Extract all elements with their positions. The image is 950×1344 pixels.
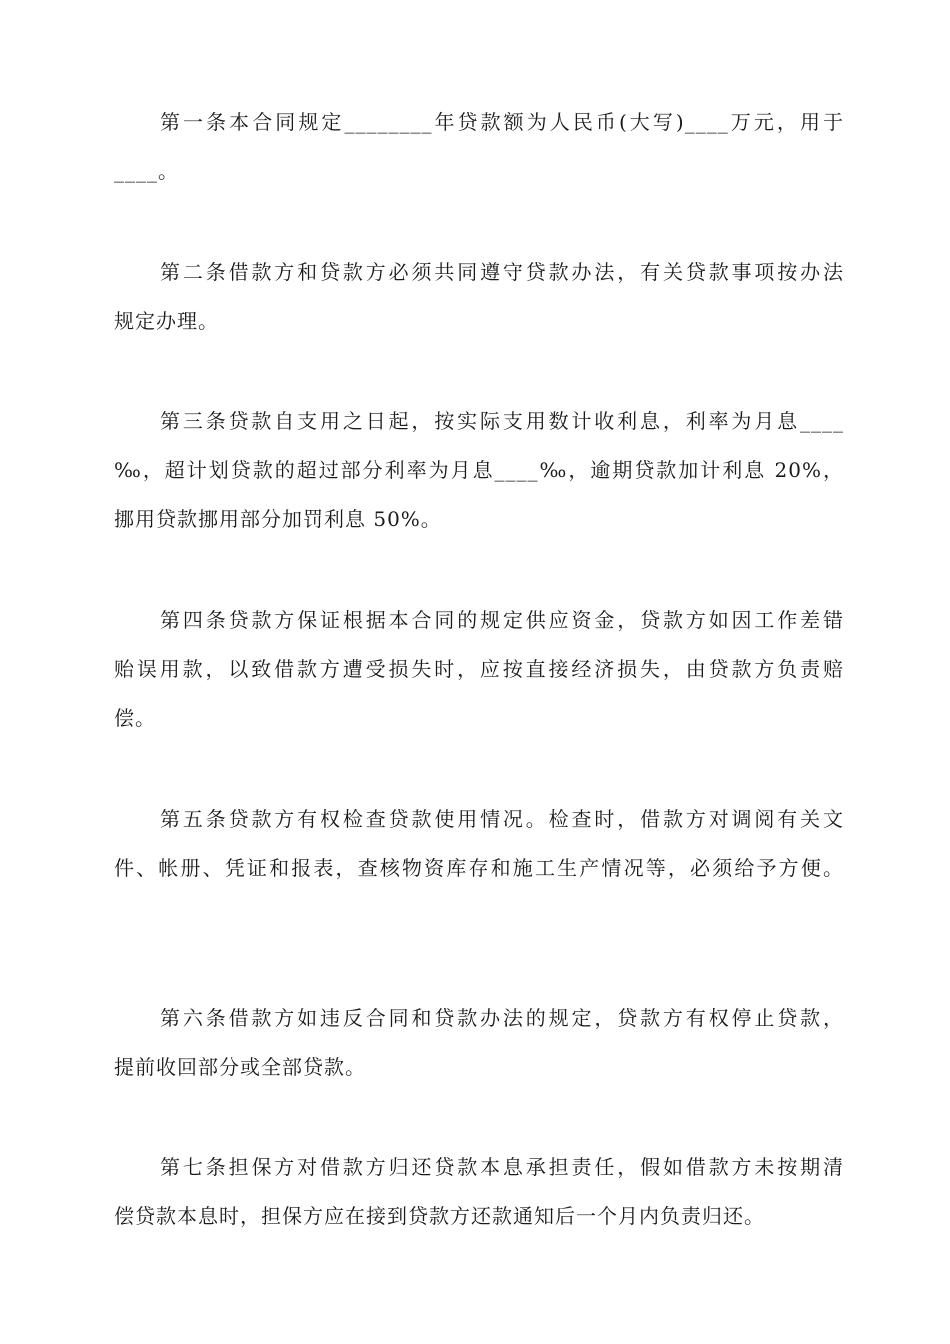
article-line: 规定办理。 (114, 309, 219, 333)
article-line: 第三条贷款自支用之日起，按实际支用数计收利息，利率为月息____ (160, 409, 844, 433)
article-line: ‰，超计划贷款的超过部分利率为月息____‰，逾期贷款加计利息 20%， (114, 458, 844, 482)
article-2 (114, 248, 844, 346)
article-line: ____。 (114, 159, 179, 183)
article-line: 件、帐册、凭证和报表，查核物资库存和施工生产情况等，必须给予方便。 (114, 856, 844, 880)
article-line: 第二条借款方和贷款方必须共同遵守贷款办法，有关贷款事项按办法 (160, 260, 844, 284)
article-line: 第五条贷款方有权检查贷款使用情况。检查时，借款方对调阅有关文 (160, 807, 844, 831)
article-line: 挪用贷款挪用部分加罚利息 50%。 (114, 507, 442, 531)
article-line: 第四条贷款方保证根据本合同的规定供应资金，贷款方如因工作差错 (160, 608, 844, 632)
article-3 (114, 397, 844, 544)
article-7 (114, 1143, 844, 1241)
article-6 (114, 994, 844, 1092)
article-line: 第一条本合同规定________年贷款额为人民币(大写)____万元，用于 (160, 110, 844, 134)
article-line: 提前收回部分或全部贷款。 (114, 1055, 366, 1079)
article-line: 贻误用款，以致借款方遭受损失时，应按直接经济损失，由贷款方负责赔 (114, 657, 844, 681)
article-line: 偿。 (114, 706, 156, 730)
article-5 (114, 795, 844, 893)
article-line: 第七条担保方对借款方归还贷款本息承担责任，假如借款方未按期清 (160, 1155, 844, 1179)
article-4 (114, 596, 844, 743)
article-line: 偿贷款本息时，担保方应在接到贷款方还款通知后一个月内负责归还。 (114, 1204, 765, 1228)
article-line: 第六条借款方如违反合同和贷款办法的规定，贷款方有权停止贷款， (160, 1006, 844, 1030)
article-1 (114, 98, 844, 196)
